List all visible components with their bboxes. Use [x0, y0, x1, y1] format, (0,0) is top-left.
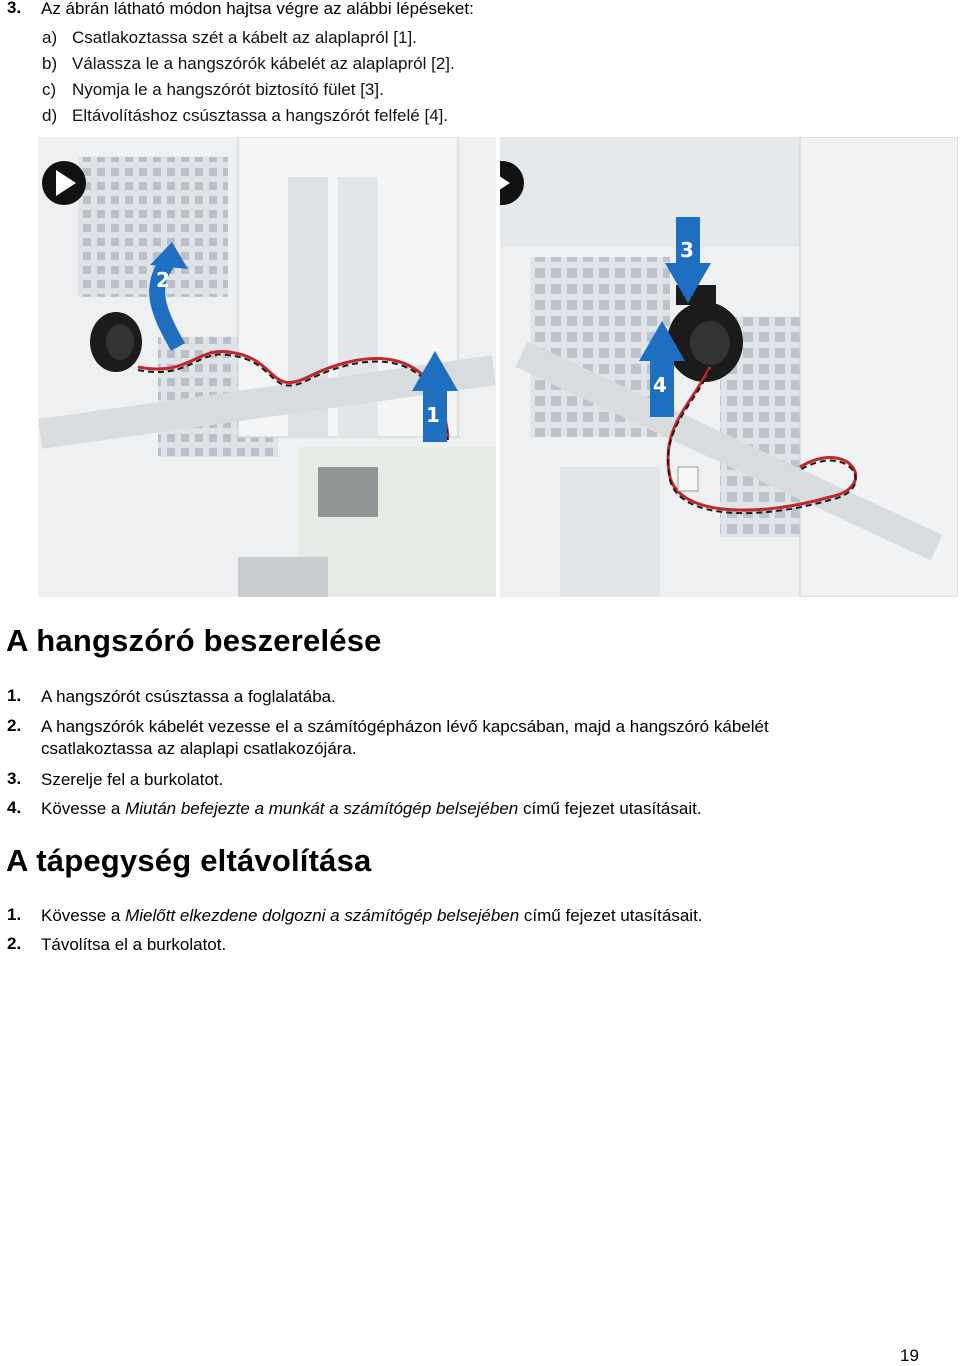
substep-letter: a): [42, 28, 58, 47]
step-text: [41, 905, 703, 927]
step-number: 2.: [7, 716, 22, 735]
step-text-pre: Kövesse a: [41, 906, 126, 925]
callout-3: 3: [680, 238, 694, 262]
substep-text: Eltávolításhoz csúsztassa a hangszórót felfelé [4].: [72, 106, 449, 125]
step-number: 2.: [7, 934, 22, 953]
figure-left-illustration: [38, 137, 496, 597]
step-text-post: című fejezet utasításait.: [519, 906, 703, 925]
step-number: 4.: [7, 798, 22, 817]
substep-text: Válassza le a hangszórók kábelét az alaplapról [2].: [72, 54, 455, 73]
step-text: Szerelje fel a burkolatot.: [41, 770, 224, 789]
step-number: 3.: [7, 769, 22, 788]
substep-letter: b): [42, 54, 58, 73]
step-text-continued: csatlakoztassa az alaplapi csatlakozójára.: [41, 739, 357, 758]
play-triangle: [500, 170, 510, 196]
chapter-reference-link[interactable]: Miután befejezte a munkát a számítógép belsejében: [125, 799, 519, 818]
step-number: 1.: [7, 905, 22, 924]
step-text: A hangszórót csúsztassa a foglalatába.: [41, 687, 336, 706]
section-title: A tápegység eltávolítása: [6, 843, 372, 878]
figure-right-illustration: [500, 137, 958, 597]
callout-4: 4: [653, 373, 667, 397]
page-number: 19: [900, 1346, 919, 1365]
step-text: Az ábrán látható módon hajtsa végre az alábbi lépéseket:: [41, 0, 474, 18]
callout-1: 1: [426, 403, 440, 427]
substep-letter: c): [42, 80, 57, 99]
speaker-removal-figure-right: [500, 137, 958, 597]
step-text: [41, 798, 702, 820]
speaker-removal-figure-left: [38, 137, 496, 597]
step-number: 3.: [7, 0, 22, 17]
step-number: 1.: [7, 686, 22, 705]
section-title: A hangszóró beszerelése: [6, 623, 382, 658]
substep-letter: d): [42, 106, 58, 125]
chapter-reference-link[interactable]: Mielőtt elkezdene dolgozni a számítógép belsejében: [125, 906, 520, 925]
step-text-pre: Kövesse a: [41, 799, 126, 818]
callout-2: 2: [156, 268, 170, 292]
substep-text: Nyomja le a hangszórót biztosító fület [3].: [72, 80, 384, 99]
step-text: A hangszórók kábelét vezesse el a számítógépházon lévő kapcsában, majd a hangszóró kábelét: [41, 717, 769, 736]
step-text-post: című fejezet utasításait.: [518, 799, 702, 818]
step-text: Távolítsa el a burkolatot.: [41, 935, 227, 954]
substep-text: Csatlakoztassa szét a kábelt az alaplapról [1].: [72, 28, 417, 47]
